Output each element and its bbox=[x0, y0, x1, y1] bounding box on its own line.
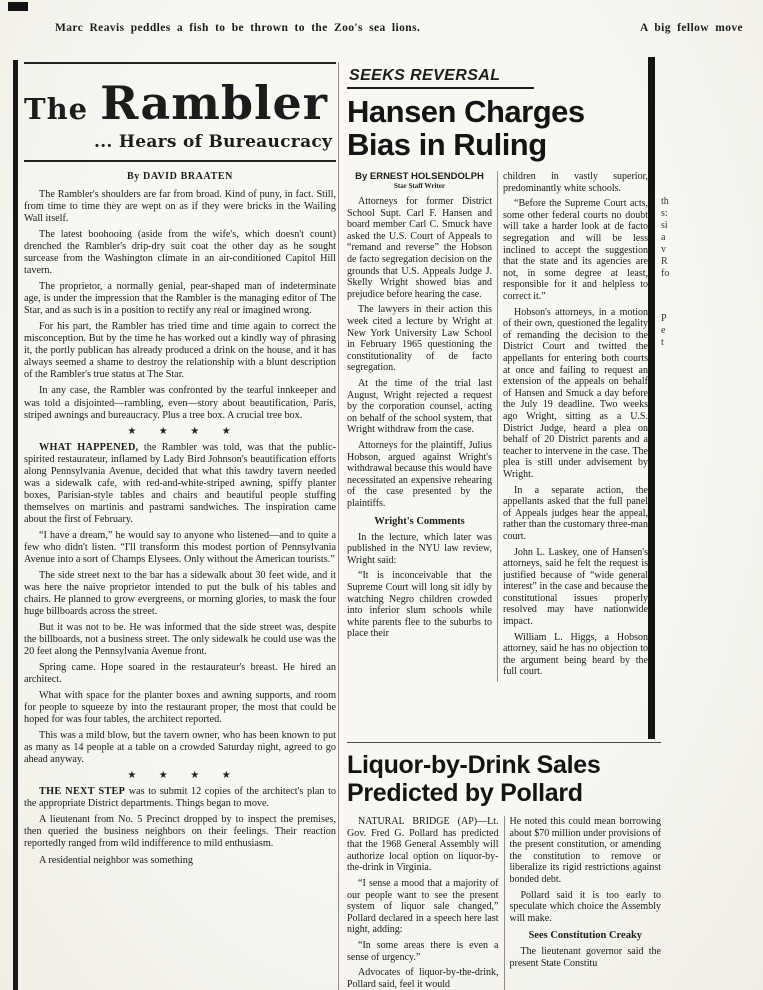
column-rule bbox=[338, 62, 339, 990]
text-fragment: si bbox=[661, 220, 668, 231]
text-fragment: e bbox=[661, 325, 666, 336]
headline-line2: Bias in Ruling bbox=[347, 126, 547, 162]
article-paragraph: Advocates of liquor-by-the-drink, Pollard said, feel it would bbox=[347, 967, 499, 990]
text-fragment: P bbox=[661, 313, 667, 324]
text-fragment: s: bbox=[661, 208, 668, 219]
article-paragraph: “In some areas there is even a sense of urgency.” bbox=[347, 939, 499, 963]
section-subhead: Wright's Comments bbox=[374, 515, 465, 527]
kicker: SEEKS REVERSAL bbox=[347, 64, 534, 89]
text-fragment: th bbox=[661, 196, 669, 207]
article-paragraph: Pollard said it is too early to speculate which choice the Assembly will make. bbox=[509, 889, 661, 924]
liquor-column-2 bbox=[510, 816, 662, 990]
article-paragraph: John L. Laskey, one of Hansen's attorneys, said he felt the request is justified because of “wide general interest” in the case and because the constitutional issues properly resolved may have nationwide impact. bbox=[503, 546, 648, 628]
liquor-article bbox=[347, 742, 661, 990]
liquor-columns bbox=[347, 816, 661, 990]
column-rule bbox=[497, 171, 498, 682]
hansen-headline bbox=[347, 96, 648, 161]
article-paragraph: Attorneys for the plaintiff, Julius Hobson, argued against Wright's withdrawal because this would have necessitated an expensive rehearing of the case presented by the plaintiffs. bbox=[347, 439, 492, 509]
headline-line1: Hansen Charges bbox=[347, 94, 585, 129]
article-paragraph: Hobson's attorneys, in a motion of their own, questioned the legality of remanding the decision to the District Court and twitted the appellants for entering both courts at once and failing to request an extension of the appeals on behalf of Hansen and Smuck a day before the July 19 deadline. Two weeks ago Wright, sitting as a U.S. District Judge, heard a plea on behalf of 20 District parents and a teacher to intervene in the case. The plea is still under advisement by Wright. bbox=[503, 306, 648, 480]
article-paragraph: William L. Higgs, a Hobson attorney, said he has no objection to the argument being heard by the full court. bbox=[503, 631, 648, 678]
liquor-headline bbox=[347, 752, 661, 807]
article-paragraph: “I have a dream,” he would say to anyone who listened—and to quite a few who didn't listen. “I'll transform this modest portion of Pennsylvania Avenue into a sort of Champs Elysees. Only without the American tourists.” bbox=[24, 529, 336, 565]
article-paragraph: NATURAL BRIDGE (AP)—Lt. Gov. Fred G. Pollard has predicted that the 1968 General Assembly will authorize local option on liquor-by-the-drink in Virginia. bbox=[347, 816, 499, 874]
star-divider: ★ ★ ★ ★ bbox=[127, 425, 233, 437]
hansen-article bbox=[347, 62, 648, 740]
article-paragraph: “It is inconceivable that the Supreme Court will long sit idly by watching Negro children crowded into inferior slum schools while white parents flee to the suburbs to place their bbox=[347, 570, 492, 640]
text-fragment: R bbox=[661, 256, 668, 267]
ink-mark bbox=[8, 2, 28, 11]
cutoff-edge-column bbox=[659, 62, 763, 762]
paragraph-text: the Rambler was told, was that the public-spirited restaurateur, inflamed by Lady Bird Johnson's beautification efforts along Pennsylvania Avenue, decided that what this tawdry tavern needed was a sidewalk cafe, with red-and-white-striped awning, spiffy planter boxes, Parisian-style tables and chairs and beautiful people stuffing themselves on martinis and pastrami sandwiches. The inspiration came about the first of February. bbox=[24, 441, 336, 525]
page-fold-rule-right bbox=[648, 57, 655, 739]
article-paragraph: The lawyers in their action this week cited a lecture by Wright at New York University Law School in February 1965 questioning the constitutionality of de facto segregation. bbox=[347, 304, 492, 374]
article-paragraph: At the time of the trial last August, Wright rejected a request by the corporation counsel, acting on behalf of the school system, that Wright withdraw from the case. bbox=[347, 378, 492, 436]
text-fragment: a bbox=[661, 232, 666, 243]
article-paragraph: “I sense a mood that a majority of our people want to see the present system of liquor sale changed,” Pollard declared in a speech here last night, adding: bbox=[347, 877, 499, 936]
article-paragraph: “Before the Supreme Court acts, some other federal courts no doubt will take a harder look at de facto segregation and will be less inclined to accept the suggestion that the state and its agencies are not, in some degree at least, responsible for it and helpless to correct it.” bbox=[503, 198, 648, 303]
article-paragraph: The lieutenant governor said the present State Constitu bbox=[509, 946, 661, 969]
paragraph-lead: WHAT HAPPENED, bbox=[39, 441, 139, 453]
column-rule bbox=[504, 816, 505, 990]
article-paragraph: The proprietor, a normally genial, pear-shaped man of indeterminate age, is under the impression that the Rambler is the managing editor of The Star, and as such is in a position to rectify any real or imagined wrong. bbox=[24, 281, 336, 317]
hansen-byline: By ERNEST HOLSENDOLPH bbox=[355, 171, 484, 183]
article-paragraph: What with space for the planter boxes and awning supports, and room for people to squeeze by into the restaurant proper, the most that could be hoped for was four tables, the architect reported. bbox=[24, 690, 336, 726]
page-edge-rule-left bbox=[13, 60, 18, 990]
article-paragraph: Attorneys for former District School Supt. Carl F. Hansen and board member Carl C. Smuck have asked the U.S. Court of Appeals to “remand and reverse” the Hobson de facto segregation decision on the grounds that U.S. Appeals Judge J. Skelly Wright showed bias and prejudice before hearing the case. bbox=[347, 196, 492, 300]
liquor-column-1 bbox=[347, 816, 499, 990]
photo-caption-right: A big fellow move bbox=[640, 22, 743, 34]
article-paragraph: He noted this could mean borrowing about $70 million under provisions of the present constitution, or amending the constitution to remove or liberalize its rigid restrictions against bonded debt. bbox=[509, 816, 661, 885]
article-paragraph: A residential neighbor was something bbox=[39, 854, 193, 866]
rambler-column bbox=[24, 62, 336, 990]
hansen-column-1 bbox=[347, 171, 492, 682]
headline-line2: Predicted by Pollard bbox=[347, 778, 583, 807]
star-divider: ★ ★ ★ ★ bbox=[127, 770, 233, 782]
article-paragraph: This was a mild blow, but the tavern owner, who has been known to put as many as 14 people at a table on a crowded Saturday night, agreed to go ahead anyway. bbox=[24, 730, 336, 766]
rambler-masthead bbox=[24, 76, 336, 162]
article-paragraph: In the lecture, which later was published in the NYU law review, Wright said: bbox=[347, 531, 492, 566]
hansen-columns bbox=[347, 171, 648, 682]
headline-line1: Liquor-by-Drink Sales bbox=[347, 751, 601, 779]
article-paragraph bbox=[24, 442, 336, 526]
article-paragraph: The side street next to the bar has a sidewalk about 30 feet wide, and it was here the naive proprietor intended to put the bulk of his tables and chairs. He planned to grow evergreens, or morning glories, to mask the four huge billboards across the street. bbox=[24, 569, 336, 617]
rambler-byline: By DAVID BRAATEN bbox=[127, 171, 233, 182]
section-subhead: Sees Constitution Creaky bbox=[528, 930, 643, 942]
article-paragraph: In any case, the Rambler was confronted by the tearful innkeeper and was told a disjointed—rambling, even—story about beautification, Paris, striped awnings and bureaucracy. Plus a tree box. A crucial tree box. bbox=[24, 385, 336, 421]
masthead-the: The bbox=[24, 92, 89, 126]
paragraph-lead: THE NEXT STEP bbox=[39, 786, 126, 798]
article-paragraph: The latest boohooing (aside from the wife's, which doesn't count) drenched the Rambler's drip-dry suit coat the other day as he sought surcease from the Washington climate in an air-conditioned Capitol Hill tavern. bbox=[24, 229, 336, 277]
hansen-column-2 bbox=[503, 171, 648, 682]
article-paragraph bbox=[24, 786, 336, 810]
article-paragraph: The Rambler's shoulders are far from broad. Kind of puny, in fact. Still, from time to time they are wept on as if they were bricks in the Wailing Wall itself. bbox=[24, 189, 336, 225]
article-paragraph: Spring came. Hope soared in the restaurateur's breast. He hired an architect. bbox=[24, 662, 336, 686]
paragraph-text: was to submit 12 copies of the architect's plan to the appropriate District departments. Things began to move. bbox=[24, 786, 336, 810]
article-paragraph: For his part, the Rambler has tried time and time again to correct the misconception. But by the time he has worked out a kindly way of phrasing it, the portly publican has already produced a drink on the house, and it has always seemed a shame to destroy the relationship with a blunt description of the Rambler's true status at The Star. bbox=[24, 321, 336, 381]
text-fragment: v bbox=[661, 244, 666, 255]
masthead-name: Rambler bbox=[100, 76, 329, 130]
text-fragment: fo bbox=[661, 268, 670, 279]
hansen-byline-title: Star Staff Writer bbox=[394, 182, 445, 191]
article-paragraph: In a separate action, the appellants asked that the full panel of Appeals judges hear the appeal, rather than the customary three-man court. bbox=[503, 484, 648, 542]
article-paragraph: children in vastly superior, predominantly white schools. bbox=[503, 171, 648, 194]
article-paragraph: A lieutenant from No. 5 Precinct dropped by to inspect the premises, then queried the business neighbors on their feelings. Their reaction reportedly ranged from wild indifference to mild enthusiasm. bbox=[24, 814, 336, 850]
photo-caption: Marc Reavis peddles a fish to be thrown to the Zoo's sea lions. bbox=[55, 22, 421, 34]
article-paragraph: But it was not to be. He was informed that the side street was, despite the billboards, not a business street. The only sidewalk he could use was the 20 feet along the Pennsylvania Avenue front. bbox=[24, 622, 336, 658]
rambler-subtitle: ... Hears of Bureaucracy bbox=[94, 132, 333, 152]
text-fragment: t bbox=[661, 337, 664, 348]
